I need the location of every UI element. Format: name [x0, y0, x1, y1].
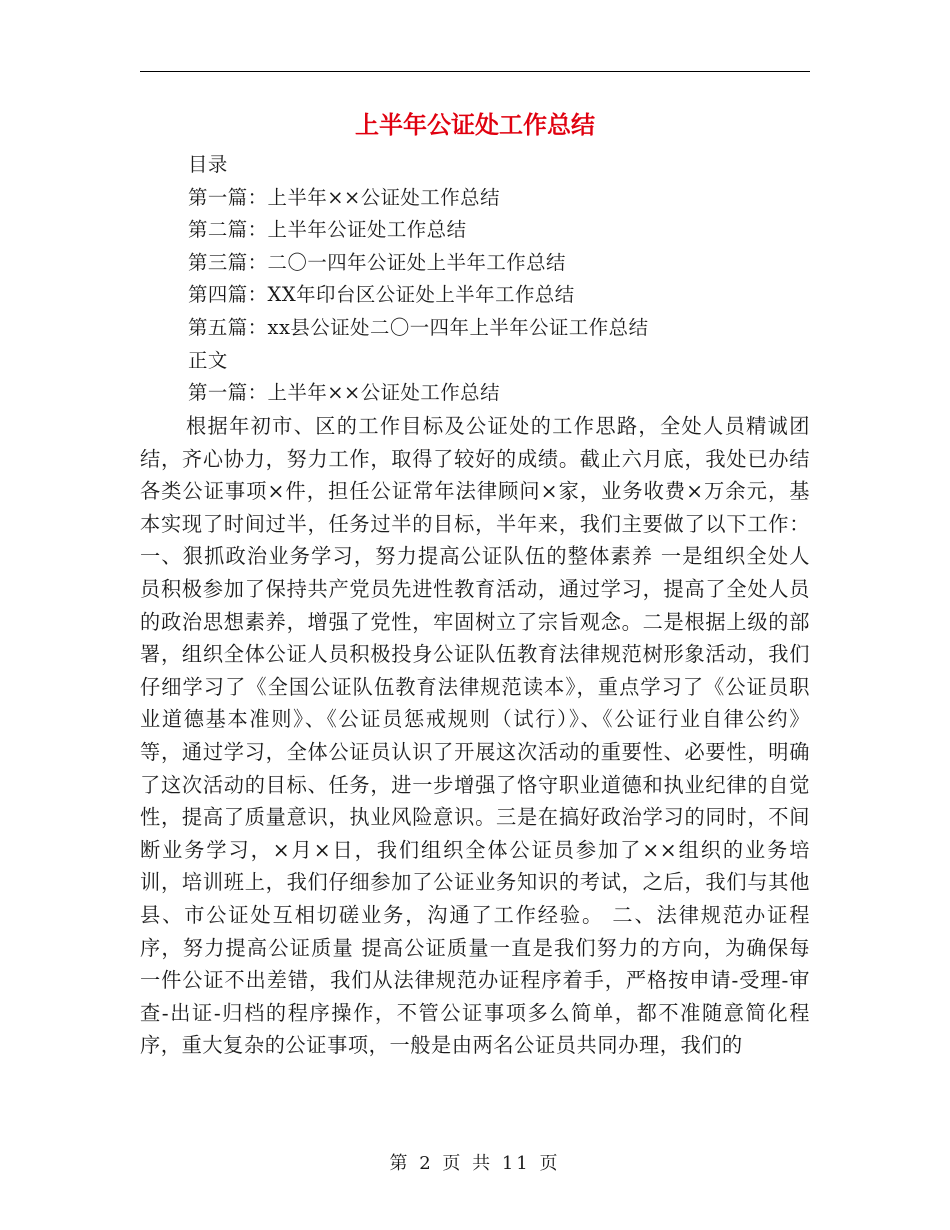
page-number-footer: 第 2 页 共 11 页 — [389, 1153, 561, 1174]
toc-item: 第四篇：XX年印台区公证处上半年工作总结 — [188, 283, 575, 307]
header-rule — [140, 71, 810, 72]
body-paragraph: 根据年初市、区的工作目标及公证处的工作思路，全处人员精诚团结，齐心协力，努力工作，取得了较好的成绩。截止六月底，我处已办结各类公证事项×件，担任公证常年法律顾问×家，业务收费×万余元，基本实现了时间过半，任务过半的目标，半年来，我们主要做了以下工作： 一、狠抓政治业务学习，努力提高公证队伍的整体素养 一是组织全处人员积极参加了保持共产党员先进性教育活动，通过学习，提高了全处人员的政治思想素养，增强了党性，牢固树立了宗旨观念。二是根据上级的部署，组织全体公证人员积极投身公证队伍教育法律规范树形象活动，我们仔细学习了《全国公证队伍教育法律规范读本》，重点学习了《公证员职业道德基本准则》、《公证员惩戒规则（试行）》、《公证行业自律公约》等，通过学习，全体公证员认识了开展这次活动的重要性、必要性，明确了这次活动的目标、任务，进一步增强了恪守职业道德和执业纪律的自觉性，提高了质量意识，执业风险意识。三是在搞好政治学习的同时，不间断业务学习，×月×日，我们组织全体公证员参加了××组织的业务培训，培训班上，我们仔细参加了公证业务知识的考试，之后，我们与其他县、市公证处互相切磋业务，沟通了工作经验。 二、法律规范办证程序，努力提高公证质量 提高公证质量一直是我们努力的方向，为确保每一件公证不出差错，我们从法律规范办证程序着手，严格按申请-受理-审查-出证-归档的程序操作，不管公证事项多么简单，都不准随意简化程序，重大复杂的公证事项，一般是由两名公证员共同办理，我们的 — [140, 414, 810, 1058]
toc-item: 第五篇：xx县公证处二〇一四年上半年公证工作总结 — [188, 315, 649, 339]
table-of-contents — [140, 149, 810, 410]
toc-item: 第二篇：上半年公证处工作总结 — [188, 218, 467, 242]
body-heading: 正文 — [188, 348, 228, 372]
toc-heading: 目录 — [188, 153, 228, 176]
document-title: 上半年公证处工作总结 — [355, 111, 595, 139]
toc-item: 第一篇：上半年××公证处工作总结 — [188, 185, 500, 209]
section-heading: 第一篇：上半年××公证处工作总结 — [188, 381, 500, 405]
toc-item: 第三篇：二〇一四年公证处上半年工作总结 — [188, 250, 566, 274]
